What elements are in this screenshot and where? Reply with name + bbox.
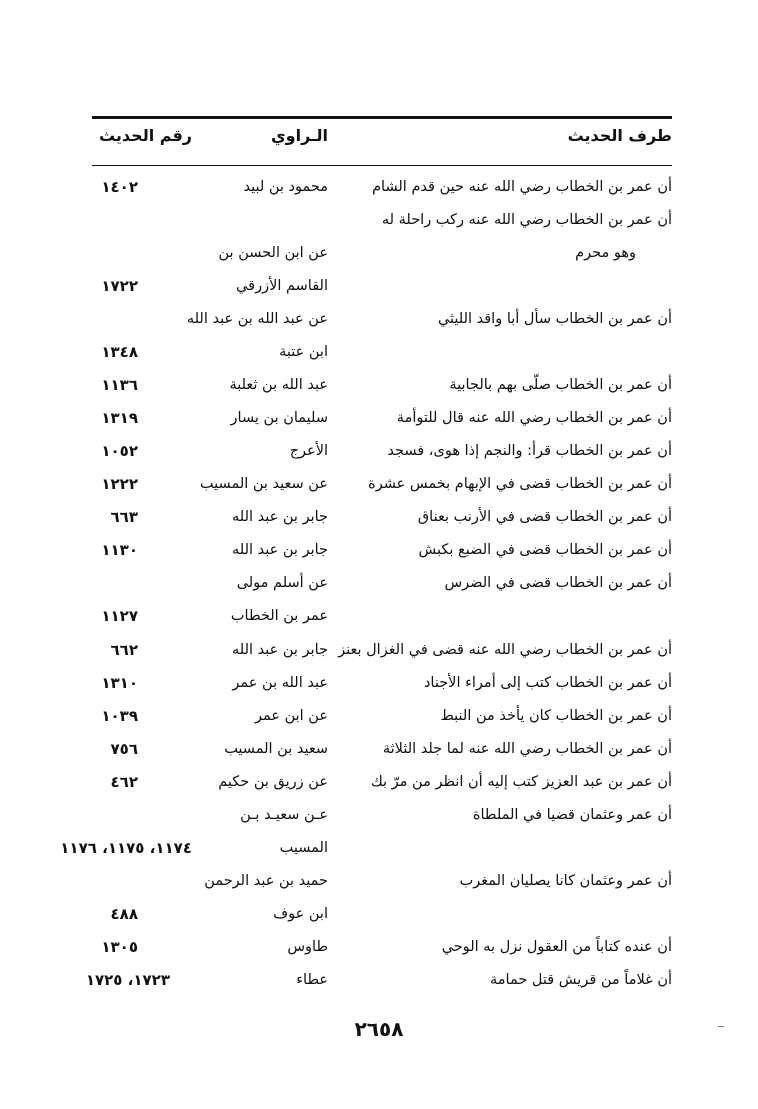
hadith-number: ١٠٣٩ [101,707,138,725]
hadith-number: ١٣١٩ [101,409,138,427]
narrator: عن أسلم مولى [236,575,328,591]
hadith-text: أن عمر بن الخطاب قضى في الضرس [444,575,672,591]
hadith-text: أن عمر بن الخطاب سأل أبا واقد الليثي [437,311,672,327]
narrator: سعيد بن المسيب [224,741,328,757]
header-text-column: طرف الحديث [567,126,672,145]
narrator: ابن عوف [273,906,328,922]
hadith-number: ٦٦٣ [110,508,138,526]
narrator: القاسم الأزرقي [236,278,328,294]
hadith-number: ١٧٢٣، ١٧٢٥ [85,971,170,989]
page-number: ٢٦٥٨ [354,1017,404,1041]
top-rule [92,116,672,119]
hadith-text: أن عمر بن الخطاب قضى في الأرنب بعناق [417,509,672,525]
narrator: جابر بن عبد الله [232,509,328,525]
hadith-number: ٤٦٢ [110,773,138,791]
hadith-number: ١١٧٤، ١١٧٥، ١١٧٦ [60,839,192,857]
narrator: محمود بن لبيد [243,179,328,195]
narrator: المسيب [279,840,328,856]
hadith-text: أن عمر بن الخطاب قضى في الإبهام بخمس عشرة [368,476,672,492]
hadith-text: أن عمر بن الخطاب كتب إلى أمراء الأجناد [423,675,672,691]
narrator: جابر بن عبد الله [232,642,328,658]
narrator: عن عبد الله بن عبد الله [186,311,328,327]
narrator: عبد الله بن عمر [232,675,328,691]
hadith-text: أن عمر بن الخطاب كان يأخذ من النبط [440,708,672,724]
narrator: عن ابن عمر [254,708,328,724]
hadith-number: ١٤٠٢ [101,178,138,196]
hadith-number: ٤٨٨ [110,905,138,923]
narrator: عن سعيد بن المسيب [199,476,328,492]
narrator: عن ابن الحسن بن [218,245,328,261]
margin-mark [718,1026,724,1027]
narrator: عـن سعيـد بـن [240,807,328,823]
narrator: جابر بن عبد الله [232,542,328,558]
hadith-text: أن غلاماً من قريش قتل حمامة [490,972,672,988]
narrator: ابن عتبة [279,344,328,360]
hadith-text: أن عمر وعثمان كانا يصليان المغرب [459,873,672,889]
hadith-text: أن عمر بن عبد العزيز كتب إليه أن انظر من مرّ بك [370,774,672,790]
hadith-text: أن عمر بن الخطاب رضي الله عنه ركب راحلة له [381,212,672,228]
hadith-text: أن عمر بن الخطاب رضي الله عنه قال للتوأمة [396,410,672,426]
hadith-text: أن عمر وعثمان قضيا في الملطاة [472,807,672,823]
hadith-text: أن عنده كتاباً من العقول نزل به الوحي [441,939,672,955]
hadith-text: أن عمر بن الخطاب رضي الله عنه لما جلد الثلاثة [382,741,672,757]
hadith-text: وهو محرم [575,245,636,261]
hadith-number: ١٠٥٢ [101,442,138,460]
hadith-number: ١١٢٧ [101,607,138,625]
header-narrator-column: الـراوي [270,126,328,145]
header-rule [92,165,672,166]
hadith-number: ١٣١٠ [101,674,138,692]
narrator: عبد الله بن ثعلبة [229,377,328,393]
hadith-text: أن عمر بن الخطاب صلّى بهم بالجابية [449,377,672,393]
hadith-text: أن عمر بن الخطاب رضي الله عنه حين قدم الشام [372,179,672,195]
hadith-number: ١٣٤٨ [101,343,138,361]
hadith-text: أن عمر بن الخطاب قرأ: والنجم إذا هوى، فسجد [387,443,672,459]
narrator: طاوس [287,939,328,955]
hadith-number: ٦٦٢ [110,641,138,659]
hadith-number: ١٢٢٢ [101,475,138,493]
narrator: عن زريق بن حكيم [218,774,328,790]
hadith-number: ١١٣٦ [101,376,138,394]
hadith-number: ١٧٢٢ [101,277,138,295]
hadith-text: أن عمر بن الخطاب قضى في الضبع بكبش [418,542,672,558]
hadith-number: ١١٣٠ [101,541,138,559]
narrator: عمر بن الخطاب [230,608,328,624]
narrator: حميد بن عبد الرحمن [204,873,328,889]
narrator: الأعرج [289,443,328,459]
narrator: سليمان بن يسار [230,410,328,426]
hadith-number: ٧٥٦ [110,740,138,758]
header-number-column: رقم الحديث [98,126,192,145]
hadith-number: ١٣٠٥ [101,938,138,956]
narrator: عطاء [296,972,328,988]
hadith-text: أن عمر بن الخطاب رضي الله عنه قضى في الغزال بعنز [338,642,672,658]
